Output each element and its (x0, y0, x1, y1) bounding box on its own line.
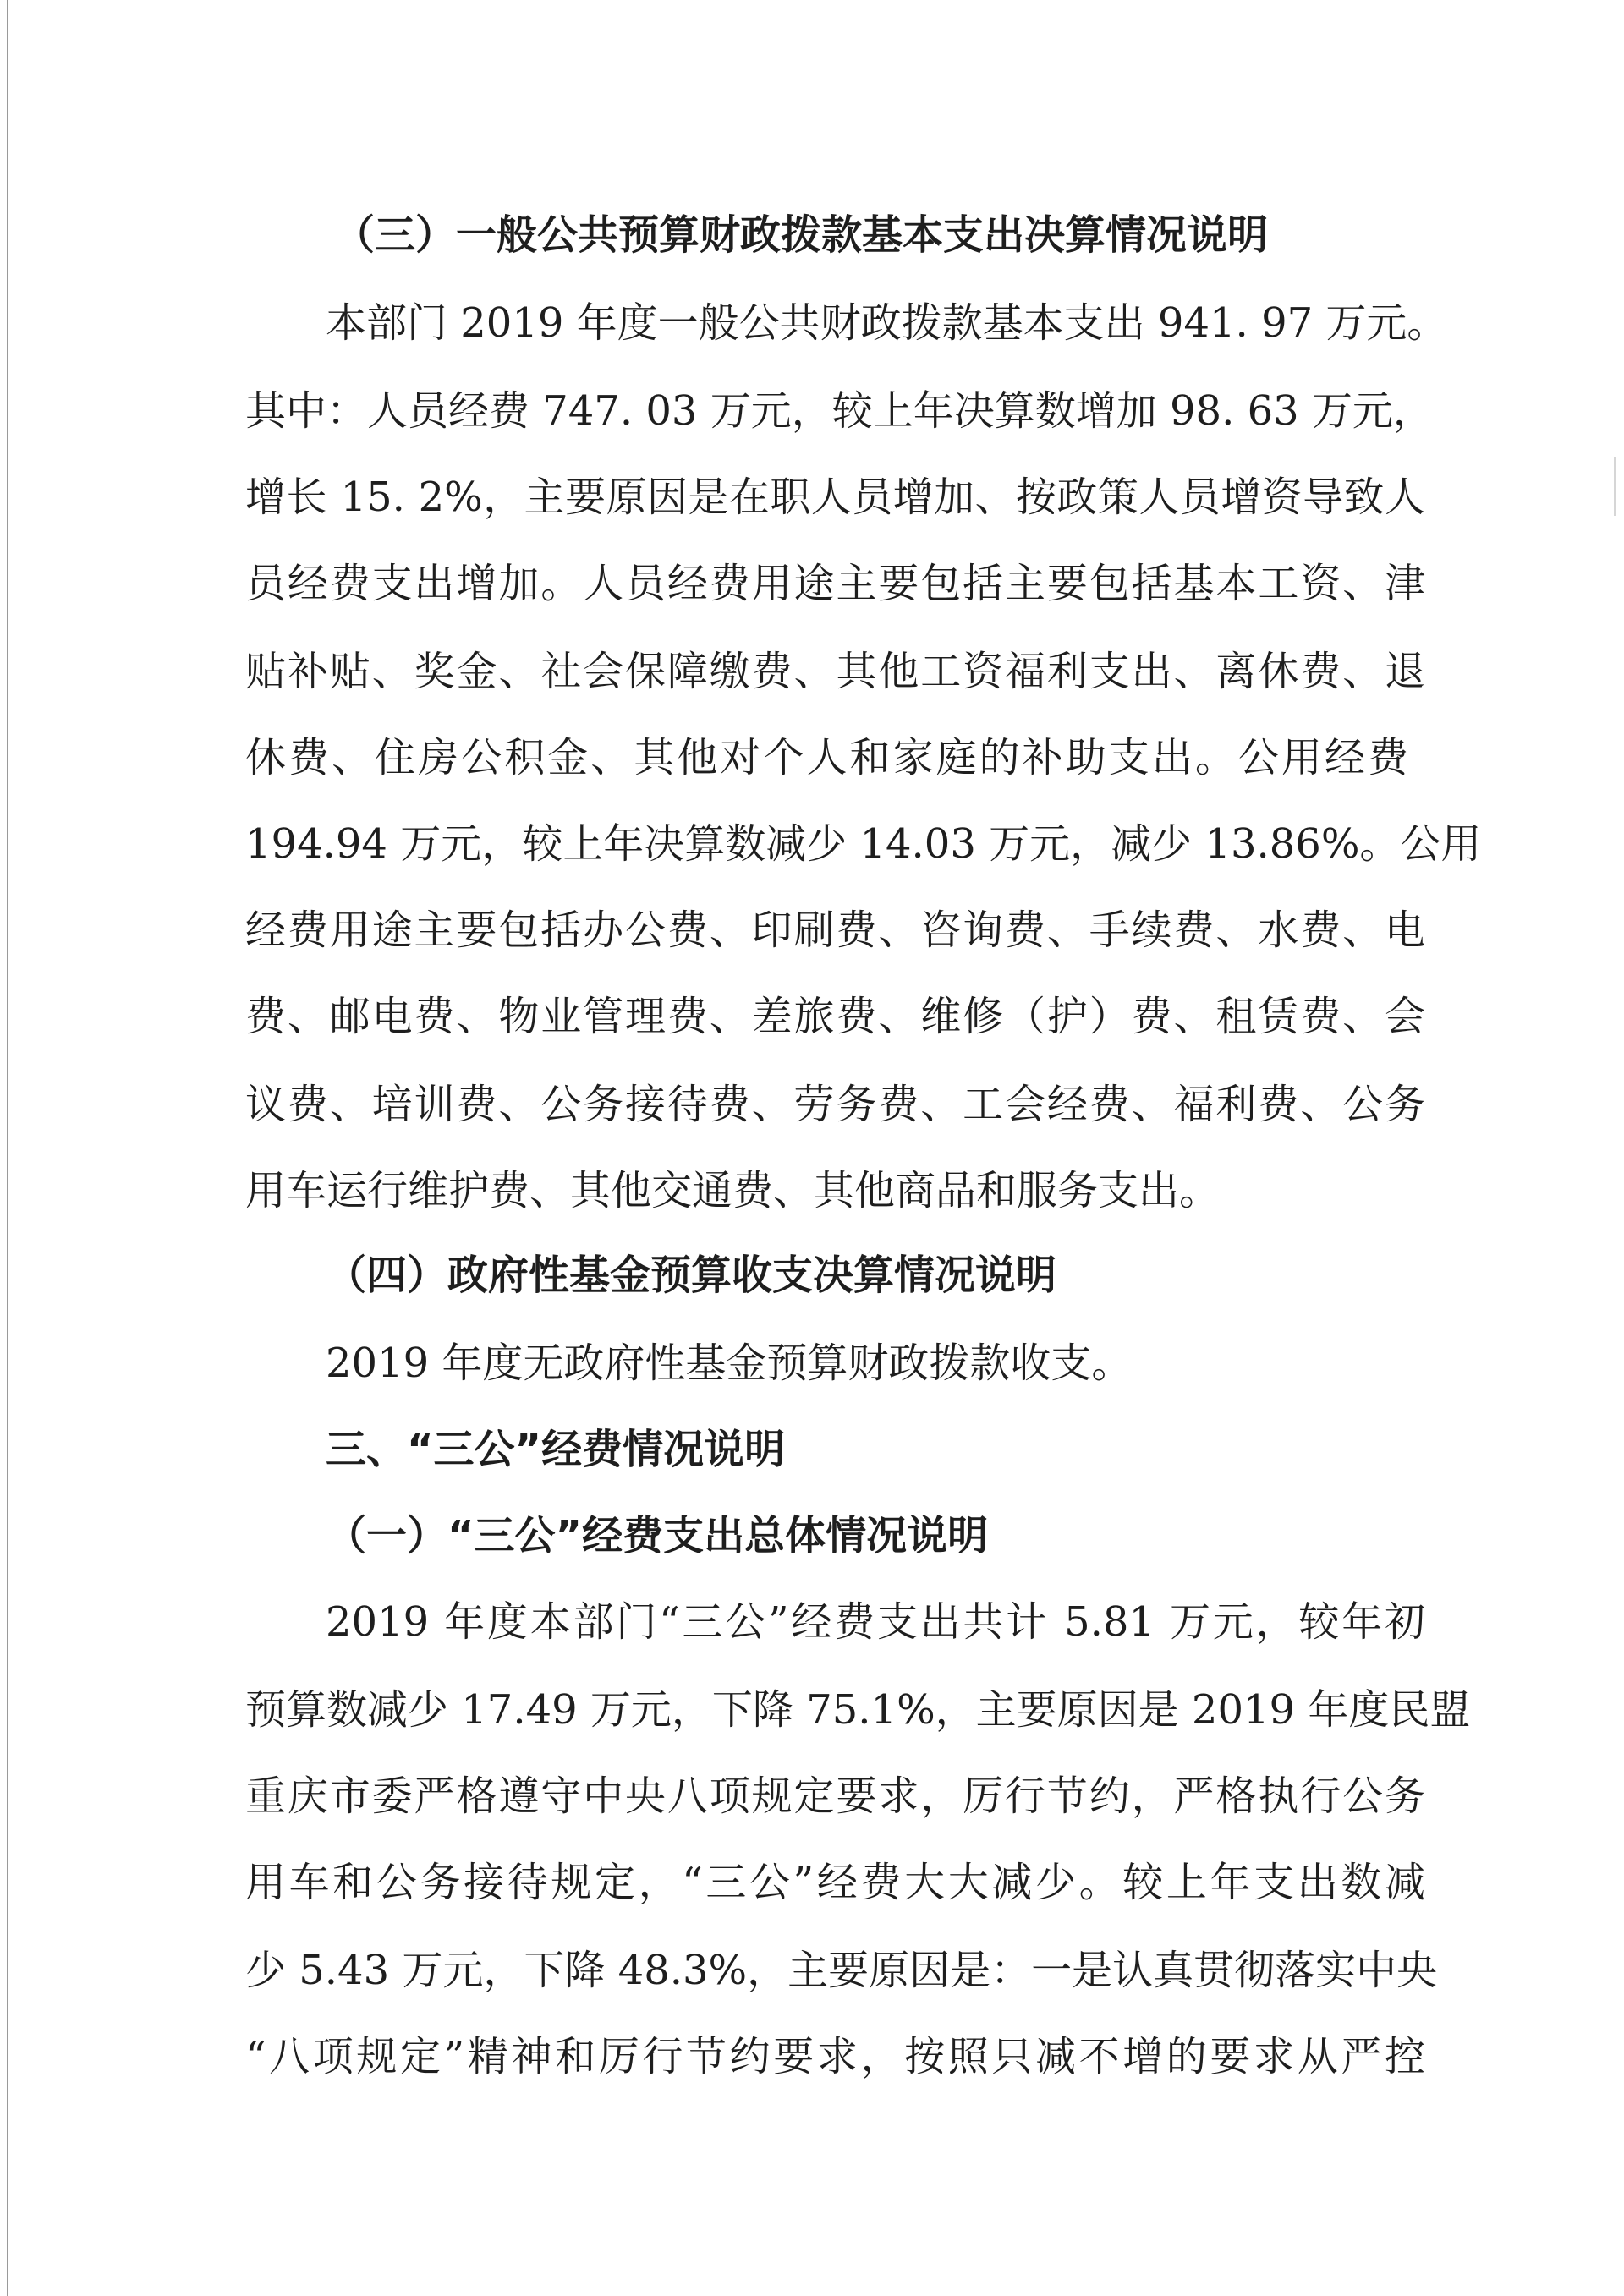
paragraph-line: 2019 年度本部门“三公”经费支出共计 5.81 万元，较年初 (326, 1598, 1425, 1646)
paragraph-line: 用车运行维护费、其他交通费、其他商品和服务支出。 (245, 1167, 1221, 1214)
paragraph-line: 194.94 万元，较上年决算数减少 14.03 万元，减少 13.86%。公用 (245, 820, 1482, 868)
paragraph-line: 重庆市委严格遵守中央八项规定要求，厉行节约，严格执行公务 (245, 1773, 1425, 1820)
paragraph-line: 2019 年度无政府性基金预算财政拨款收支。 (326, 1340, 1133, 1387)
paragraph-line: 休费、住房公积金、其他对个人和家庭的补助支出。公用经费 (245, 734, 1408, 781)
paragraph-line: 预算数减少 17.49 万元，下降 75.1%，主要原因是 2019 年度民盟 (245, 1686, 1471, 1734)
heading-three-public-overall: （一）“三公”经费支出总体情况说明 (326, 1512, 989, 1559)
scan-left-edge (7, 0, 8, 2296)
paragraph-line: 经费用途主要包括办公费、印刷费、咨询费、手续费、水费、电 (245, 907, 1425, 954)
paragraph-line: 用车和公务接待规定，“三公”经费大大减少。较上年支出数减 (245, 1859, 1425, 1906)
scan-right-mark (1614, 457, 1616, 516)
paragraph-line: 少 5.43 万元，下降 48.3%，主要原因是：一是认真贯彻落实中央 (245, 1947, 1438, 1994)
paragraph-line: 议费、培训费、公务接待费、劳务费、工会经费、福利费、公务 (245, 1081, 1425, 1128)
paragraph-line: 贴补贴、奖金、社会保障缴费、其他工资福利支出、离休费、退 (245, 648, 1425, 695)
paragraph-line: 其中：人员经费 747. 03 万元，较上年决算数增加 98. 63 万元， (245, 387, 1434, 435)
paragraph-line: 本部门 2019 年度一般公共财政拨款基本支出 941. 97 万元。 (326, 299, 1448, 347)
heading-government-fund-budget: （四）政府性基金预算收支决算情况说明 (326, 1252, 1057, 1299)
heading-three-public-expenses: 三、“三公”经费情况说明 (326, 1426, 786, 1473)
paragraph-line: “八项规定”精神和厉行节约要求，按照只减不增的要求从严控 (245, 2033, 1425, 2080)
heading-general-budget-basic-expenditure: （三）一般公共预算财政拨款基本支出决算情况说明 (334, 211, 1269, 259)
paragraph-line: 员经费支出增加。人员经费用途主要包括主要包括基本工资、津 (245, 560, 1425, 607)
paragraph-line: 增长 15. 2%，主要原因是在职人员增加、按政策人员增资导致人 (245, 474, 1425, 521)
paragraph-line: 费、邮电费、物业管理费、差旅费、维修（护）费、租赁费、会 (245, 993, 1425, 1040)
